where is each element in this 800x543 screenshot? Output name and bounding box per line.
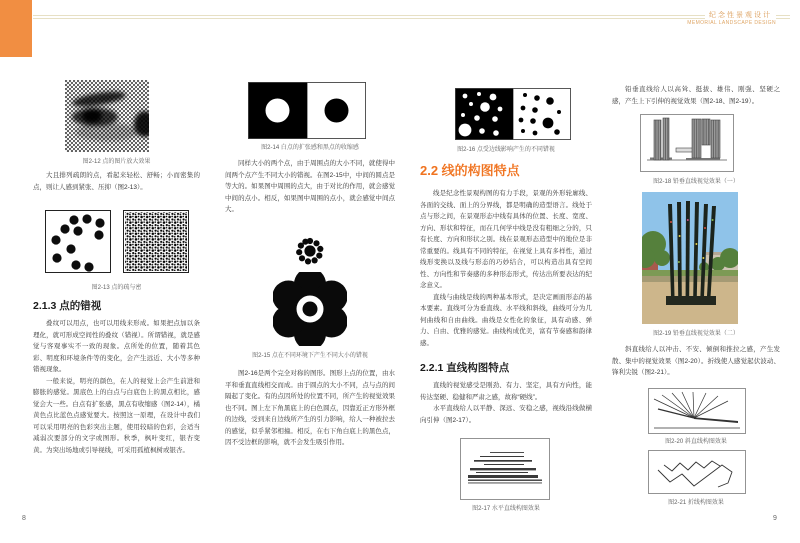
paragraph: 图2-16是两个完全对称的图形。图形上点的位置，由水平和垂直直线相交而成。由于圆点的大小不同，点与点的间隔起了变化。有的点因所处的位置不同，所产生的视觉效果也不同。图上左下角黑底上的白色圆点，因靠近正方形外框的边线，受到来自边线所产生的引力影响，给人一种被拉去的感觉，似乎紧邻相撞。相反，在右下角白底上的黑色点，因不受边框的影响，就不会发生吸引作用。 [225, 370, 395, 446]
right-page-column-1 [420, 0, 592, 543]
heading-2-1-3: 2.1.3 点的错视 [33, 300, 102, 312]
figure-2-15-large-dot-flower [273, 272, 347, 346]
paragraph: 斜直线给人以冲击、不安、倾倒和推拉之感，产生发散、集中的视觉效果（图2-20）。折线使人感觉起伏波动、锋利尖锐（图2-21）。 [612, 346, 780, 376]
heading-2-2-1: 2.2.1 直线构图特点 [420, 362, 510, 374]
body-text-block [420, 188, 592, 349]
figure-2-13-dot-density [45, 210, 189, 277]
figure-2-14-caption: 图2-14 白点的扩张感和黑点的收缩感 [261, 145, 359, 151]
page-number-right: 9 [773, 515, 777, 522]
figure-2-17-caption: 图2-17 水平直线构图效果 [472, 506, 540, 512]
right-page-column-2 [612, 0, 780, 543]
figure-2-21-caption: 图2-21 折线构图效果 [668, 500, 724, 506]
paragraph: 同样大小的两个点，由于周围点的大小不同，就使得中间两个点产生不同大小的错视。在图2-15中，中间的圆点是等大的。如果图中周围的点大，由于对比的作用，就会感觉中间的点小。相反，如果图中周围的点小，就会感觉中间点大。 [225, 160, 395, 213]
left-page-column-2 [225, 0, 395, 543]
figure-2-20-diagonal-rays-sketch [648, 388, 746, 434]
figure-2-18-caption: 图2-18 铅垂直线视觉效果（一） [653, 179, 739, 185]
figure-2-15-small-dot-flower [290, 234, 330, 272]
paragraph: 铅垂直线给人以高耸、挺拔、雄伟、刚强、坚硬之感，产生上下引伸的视觉效果（图2-18、图2-19）。 [612, 86, 780, 105]
figure-2-19-caption: 图2-19 铅垂直线视觉效果（二） [653, 331, 739, 337]
corner-accent-block [0, 0, 32, 57]
figure-2-20-caption: 图2-20 斜直线构图效果 [665, 439, 727, 445]
figure-2-15-caption: 图2-15 点在不同环境下产生不同大小的错视 [252, 353, 368, 359]
figure-2-16-edge-effect-dots [455, 88, 571, 140]
page-number-left: 8 [22, 515, 26, 522]
figure-2-16-caption: 图2-16 点受边线影响产生的不同错视 [457, 147, 555, 153]
header-title-en: MEMORIAL LANDSCAPE DESIGN [687, 20, 776, 26]
paragraph: 直线与曲线是线的两种基本形式，是决定画面形态的基本要素。直线可分为垂直线、水平线和斜线，曲线可分为几何曲线和自由曲线。曲线是女性化的象征，具有动感、弹力、自由、优雅的感觉。曲线构成优美，富有节奏感和韵律感。 [420, 293, 592, 347]
paragraph: 一般来说，明亮的颜色，在人的视觉上会产生前进和膨胀的感觉。黑底色上的白点与白底色上的黑点相比，感觉会大一些。白点有扩张感，黑点有收缩感（图2-14），橘黄色点比蓝色点感觉要大。按照这一原理，在设计中我们可以采用明亮的色彩突出主题，使用较暗的色彩，会适当减弱次要部分的文字或图形。秋季，枫叶变红，银杏变黄。为突出场地或引导视线，可采用孤植枫树或银杏。 [33, 377, 200, 454]
paragraph: 线是纪念性景观构图的有力手段，景观的外形轮廓线、各面的交线、面上的分界线，都是明确的造型语言。线处于点与形之间，在景观形态中线有具体的位置、长度、宽度、方向、形状和特征，而在几何学中线是没有粗细之分的，只有长度、方向和形状之别。线在景观形态造型中的地位是非常重要的。线具有不同的特征，在视觉上具有多样性，通过线形变换以及线与形态的巧妙结合，可以构造出具有空间性、方向性和节奏感的多种形态形式，传达出所要表达的纪念意义。 [420, 190, 592, 289]
figure-2-12-caption: 图2-12 点的图片放大效果 [82, 159, 151, 165]
body-text-block [33, 318, 200, 456]
paragraph: 大且排列疏朗的点，看起来轻松、舒畅；小而密集的点，则让人感到紧张、压抑（图2-13）。 [33, 172, 200, 191]
body-text-block [420, 380, 592, 426]
figure-2-17-horizontal-lines-sketch [460, 438, 550, 500]
figure-2-21-zigzag-lines-sketch [648, 450, 746, 494]
figure-2-14-white-black-dots [248, 82, 366, 139]
heading-2-2: 2.2 线的构图特点 [420, 163, 520, 178]
left-page-column-1 [33, 0, 200, 543]
figure-2-19-columns-photo [642, 192, 738, 324]
paragraph: 叠纹可以用点，也可以用线来形成。如果把点加以条理化，就可形成空间性的叠纹（错视）。所谓错视，就是感觉与客观事实不一致的现象。点所处的位置，随着其色彩、明度和环境条件等的变化，会产生远近、大小等多种错视现象。 [33, 320, 200, 373]
paragraph: 水平直线给人以平静、深远、安稳之感，视线沿线做横向引伸（图2-17）。 [420, 405, 592, 424]
figure-2-12-halftone-eye [65, 80, 149, 152]
figure-2-13-caption: 图2-13 点的疏与密 [91, 285, 142, 291]
paragraph: 直线的视觉感受是刚劲、有力、坚定，具有方向性，能传达坚硬、稳健和严肃之感，故称“硬线”。 [420, 382, 592, 401]
header-title-cn: 纪念性景观设计 [705, 10, 776, 20]
figure-2-18-vertical-slabs-sketch [640, 114, 734, 172]
